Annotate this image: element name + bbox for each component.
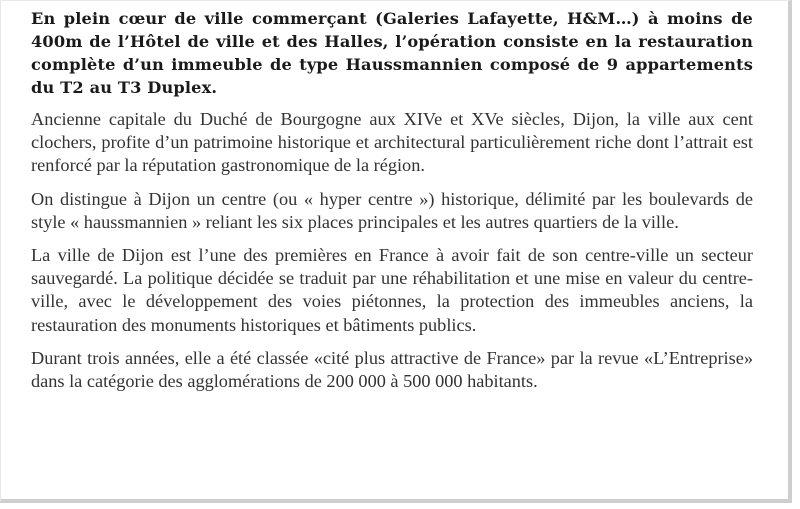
paragraph-ranking: Durant trois années, elle a été classée «cité plus attractive de France» par la revue «L’Entreprise» dans la catégorie des agglomérations de 200 000 à 500 000 habitants.: [31, 347, 753, 392]
paragraph-history: Ancienne capitale du Duché de Bourgogne aux XIVe et XVe siècles, Dijon, la ville aux cent clochers, profite d’un patrimoine historique et architectural particulièrement riche dont l’attrait est renforcé par la réputation gastronomique de la région.: [31, 109, 753, 176]
document-body: [31, 7, 753, 403]
paragraph-heritage: La ville de Dijon est l’une des premières en France à avoir fait de son centre-ville un secteur sauvegardé. La politique décidée se traduit par une réhabilitation et une mise en valeur du centre-ville, avec le développement des voies piétonnes, la protection des immeubles anciens, la restauration des monuments historiques et bâtiments publics.: [31, 245, 753, 335]
lead-paragraph: En plein cœur de ville commerçant (Galeries Lafayette, H&M…) à moins de 400m de l’Hôtel de ville et des Halles, l’opération consiste en la restauration complète d’un immeuble de type Haussmannien composé de 9 appartements du T2 au T3 Duplex.: [31, 9, 753, 97]
paragraph-center: On distingue à Dijon un centre (ou « hyper centre ») historique, délimité par les boulevards de style « haussmannien » reliant les six places principales et les autres quartiers de la ville.: [31, 188, 753, 232]
